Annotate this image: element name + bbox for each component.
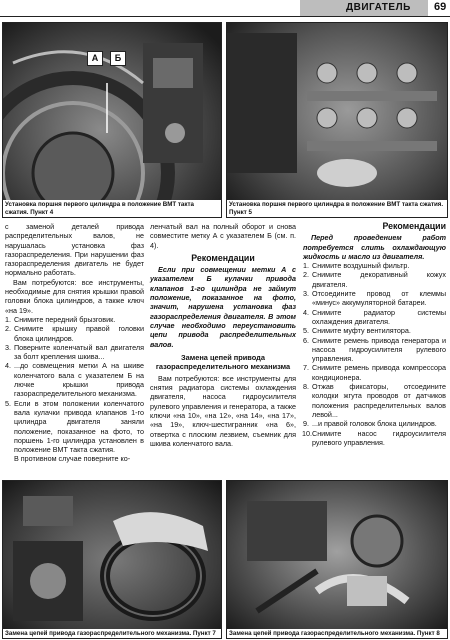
paragraph: ленчатый вал на полный оборот и снова совместите метку А с указателем Б (см. п. 4).	[150, 222, 296, 250]
list-item: 1. Снимите воздушный фильтр.	[303, 261, 410, 271]
recommendations-text: Перед проведением работ потребуется слить охлаждающую жидкость и масло из двигателя.	[303, 233, 446, 261]
list-item: 4. Снимите радиатор системы охлаждения двигателя.	[303, 307, 446, 326]
paragraph: В противном случае поверните ко-	[14, 454, 131, 464]
photo-caption: Установка поршня первого цилиндра в положение ВМТ такта сжатия. Пункт 5	[227, 200, 447, 217]
list-item: 3. Поверните коленчатый вал двигателя за болт крепления шкива...	[5, 342, 144, 362]
recommendations-heading: Рекомендации	[382, 221, 446, 231]
recommendations-text: Если при совмещении метки А с указателем Б кулачки привода клапанов 1-го цилиндра не займут положение, показанное на фото, значит, нарушена установка фаз газораспределения двигателя. В этом случае необходимо переустановить цепи привода распределительных валов.	[150, 265, 296, 349]
section-title: ДВИГАТЕЛЬ	[346, 2, 411, 13]
photo-point-5	[226, 22, 448, 218]
list-item: 1. Снимите передний брызговик.	[5, 314, 116, 324]
paragraph: с заменой деталей привода распределительных валов, не нарушалась установка фаз газораспределения. При нарушении фаз газораспределения двигатель не будет нормально работать.	[5, 222, 144, 278]
list-item: 5. Если в этом положении коленчатого вала кулачки привода клапанов 1-го цилиндра двигателя заняли положение, показанное на фото, то поршень 1-го цилиндра установлен в положение ВМТ такта сжатия.	[5, 398, 144, 455]
list-item: 9. ...и правой головок блока цилиндров.	[303, 419, 437, 429]
paragraph: Вам потребуются: все инструменты, необходимые для снятия крышки правой головки блока цилиндров, а также ключ «на 19».	[5, 277, 144, 315]
list-item: 2. Снимите декоративный кожух двигателя.	[303, 270, 446, 289]
marker-a-label: А	[87, 51, 103, 66]
header-rule	[0, 16, 450, 17]
list-item: 8. Отжав фиксаторы, отсоедините колодки жгута проводов от датчиков положения распределительных валов левой...	[303, 382, 446, 419]
list-item: 5. Снимите муфту вентилятора.	[303, 326, 411, 336]
photo-caption: Установка поршня первого цилиндра в положение ВМТ такта сжатия. Пункт 4	[3, 200, 221, 217]
page-number: 69	[434, 1, 447, 13]
list-item: 7. Снимите ремень привода компрессора кондиционера.	[303, 363, 446, 382]
photo-point-7	[2, 480, 222, 639]
pump-removal-photo	[227, 481, 447, 638]
list-item: 10. Снимите насос гидроусилителя рулевого управления.	[302, 428, 446, 447]
text-column-1	[5, 222, 144, 464]
paragraph: Вам потребуются: все инструменты для снятия радиатора системы охлаждения двигателя, насоса гидроусилителя рулевого управления и генератора, а также ключи «на 10», «на 12», «на 14», «на 17», «на 19», ключ-шестигранник «на 6», отвертка с плоским лезвием, съемник для шкива коленчатого вала.	[150, 373, 296, 448]
photo-point-4	[2, 22, 222, 218]
list-item: 3. Отсоедините провод от клеммы «минус» аккумуляторной батареи.	[303, 289, 446, 308]
text-column-3	[303, 222, 446, 447]
text-column-2	[150, 222, 296, 448]
photo-caption: Замена цепей привода газораспределительного механизма. Пункт 7	[3, 629, 221, 639]
camshaft-photo	[227, 23, 447, 217]
belt-removal-photo	[3, 481, 221, 638]
photo-point-8	[226, 480, 448, 639]
list-item: 4. ...до совмещения метки А на шкиве коленчатого вала с указателем Б на лючке крышки привода газораспределительного механизма.	[5, 361, 144, 399]
list-item: 2. Снимите крышку правой головки блока цилиндров.	[5, 324, 144, 343]
page-header	[0, 0, 450, 17]
list-item: 6. Снимите ремень привода генератора и насоса гидроусилителя рулевого управления.	[303, 335, 446, 364]
recommendations-heading: Рекомендации	[191, 252, 255, 263]
section-heading: Замена цепей привода газораспределительного механизма	[155, 352, 291, 371]
photo-caption: Замена цепей привода газораспределительного механизма. Пункт 8	[227, 629, 447, 639]
marker-b-label: Б	[110, 51, 126, 66]
